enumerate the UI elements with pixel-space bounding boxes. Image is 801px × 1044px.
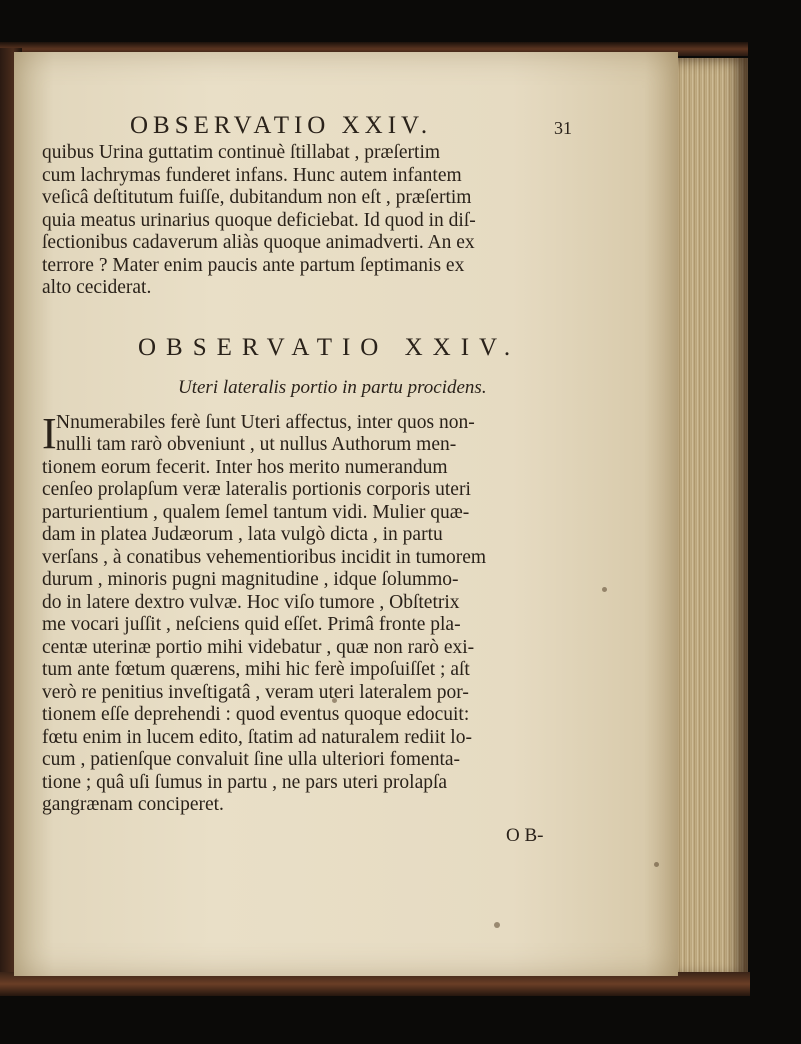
text-line: tione ; quâ uſi ſumus in partu , ne pars uteri prolapſa: [42, 771, 448, 793]
text-line: cum , patienſque convaluit ſine ulla ulteriori fomenta-: [42, 749, 461, 770]
paper-spot: [494, 922, 500, 928]
section-subtitle: Uteri lateralis portio in partu procidens.: [178, 376, 487, 398]
text-line: gangrænam conciperet.: [42, 794, 224, 815]
text-line: ſectionibus cadaverum aliàs quoque animadverti. An ex: [42, 232, 475, 253]
section-heading: OBSERVATIO XXIV.: [138, 333, 521, 361]
text-line: tum ante fœtum quærens, mihi hic ferè impoſuiſſet ; aſt: [42, 659, 470, 680]
catchword: O B-: [506, 824, 544, 846]
text-line: alto ceciderat.: [42, 277, 152, 298]
text-line: verò re penitius inveſtigatâ , veram uteri lateralem por-: [42, 681, 469, 703]
text-line: quibus Urina guttatim continuè ſtillabat , præſertim: [42, 142, 441, 163]
text-line: quia meatus urinarius quoque deficiebat. Id quod in diſ-: [42, 209, 476, 231]
text-line: me vocari juſſit , neſciens quid eſſet. Primâ fronte pla-: [42, 614, 461, 635]
page-fore-edge: [676, 58, 748, 978]
section-body: [42, 408, 602, 817]
text-line: verſans , à conatibus vehementioribus incidit in tumorem: [42, 546, 487, 568]
text-line: veſicâ deſtitutum fuiſſe, dubitandum non eſt , præſertim: [42, 187, 472, 208]
text-line: tionem eorum fecerit. Inter hos merito numerandum: [42, 456, 448, 478]
text-line: cum lachrymas funderet infans. Hunc autem infantem: [42, 164, 462, 186]
text-line: nulli tam rarò obveniunt , ut nullus Authorum men-: [56, 434, 457, 455]
text-line: terrore ? Mater enim paucis ante partum ſeptimanis ex: [42, 254, 465, 276]
text-line: cenſeo prolapſum veræ lateralis portionis corporis uteri: [42, 479, 471, 500]
text-line: fœtu enim in lucem edito, ſtatim ad naturalem rediit lo-: [42, 726, 472, 748]
running-head: [42, 112, 602, 142]
drop-initial: I: [42, 408, 57, 458]
running-title: OBSERVATIO XXIV.: [130, 112, 433, 139]
book-page: [14, 52, 678, 976]
text-line: durum , minoris pugni magnitudine , idque ſolummo-: [42, 569, 459, 590]
page-number: 31: [554, 118, 572, 138]
text-line: tionem eſſe deprehendi : quod eventus quoque edocuit:: [42, 704, 470, 725]
text-line: do in latere dextro vulvæ. Hoc viſo tumore , Obſtetrix: [42, 591, 460, 613]
text-line: Nnumerabiles ferè ſunt Uteri affectus, inter quos non-: [56, 411, 475, 433]
paper-spot: [602, 587, 607, 592]
text-line: parturientium , qualem ſemel tantum vidi. Mulier quæ-: [42, 501, 470, 523]
continuation-paragraph: [42, 142, 602, 300]
text-line: centæ uterinæ portio mihi videbatur , quæ non rarò exi-: [42, 636, 475, 658]
text-line: dam in platea Judæorum , lata vulgò dicta , in partu: [42, 524, 443, 545]
page-text-area: [42, 112, 602, 849]
paper-spot: [654, 862, 659, 867]
